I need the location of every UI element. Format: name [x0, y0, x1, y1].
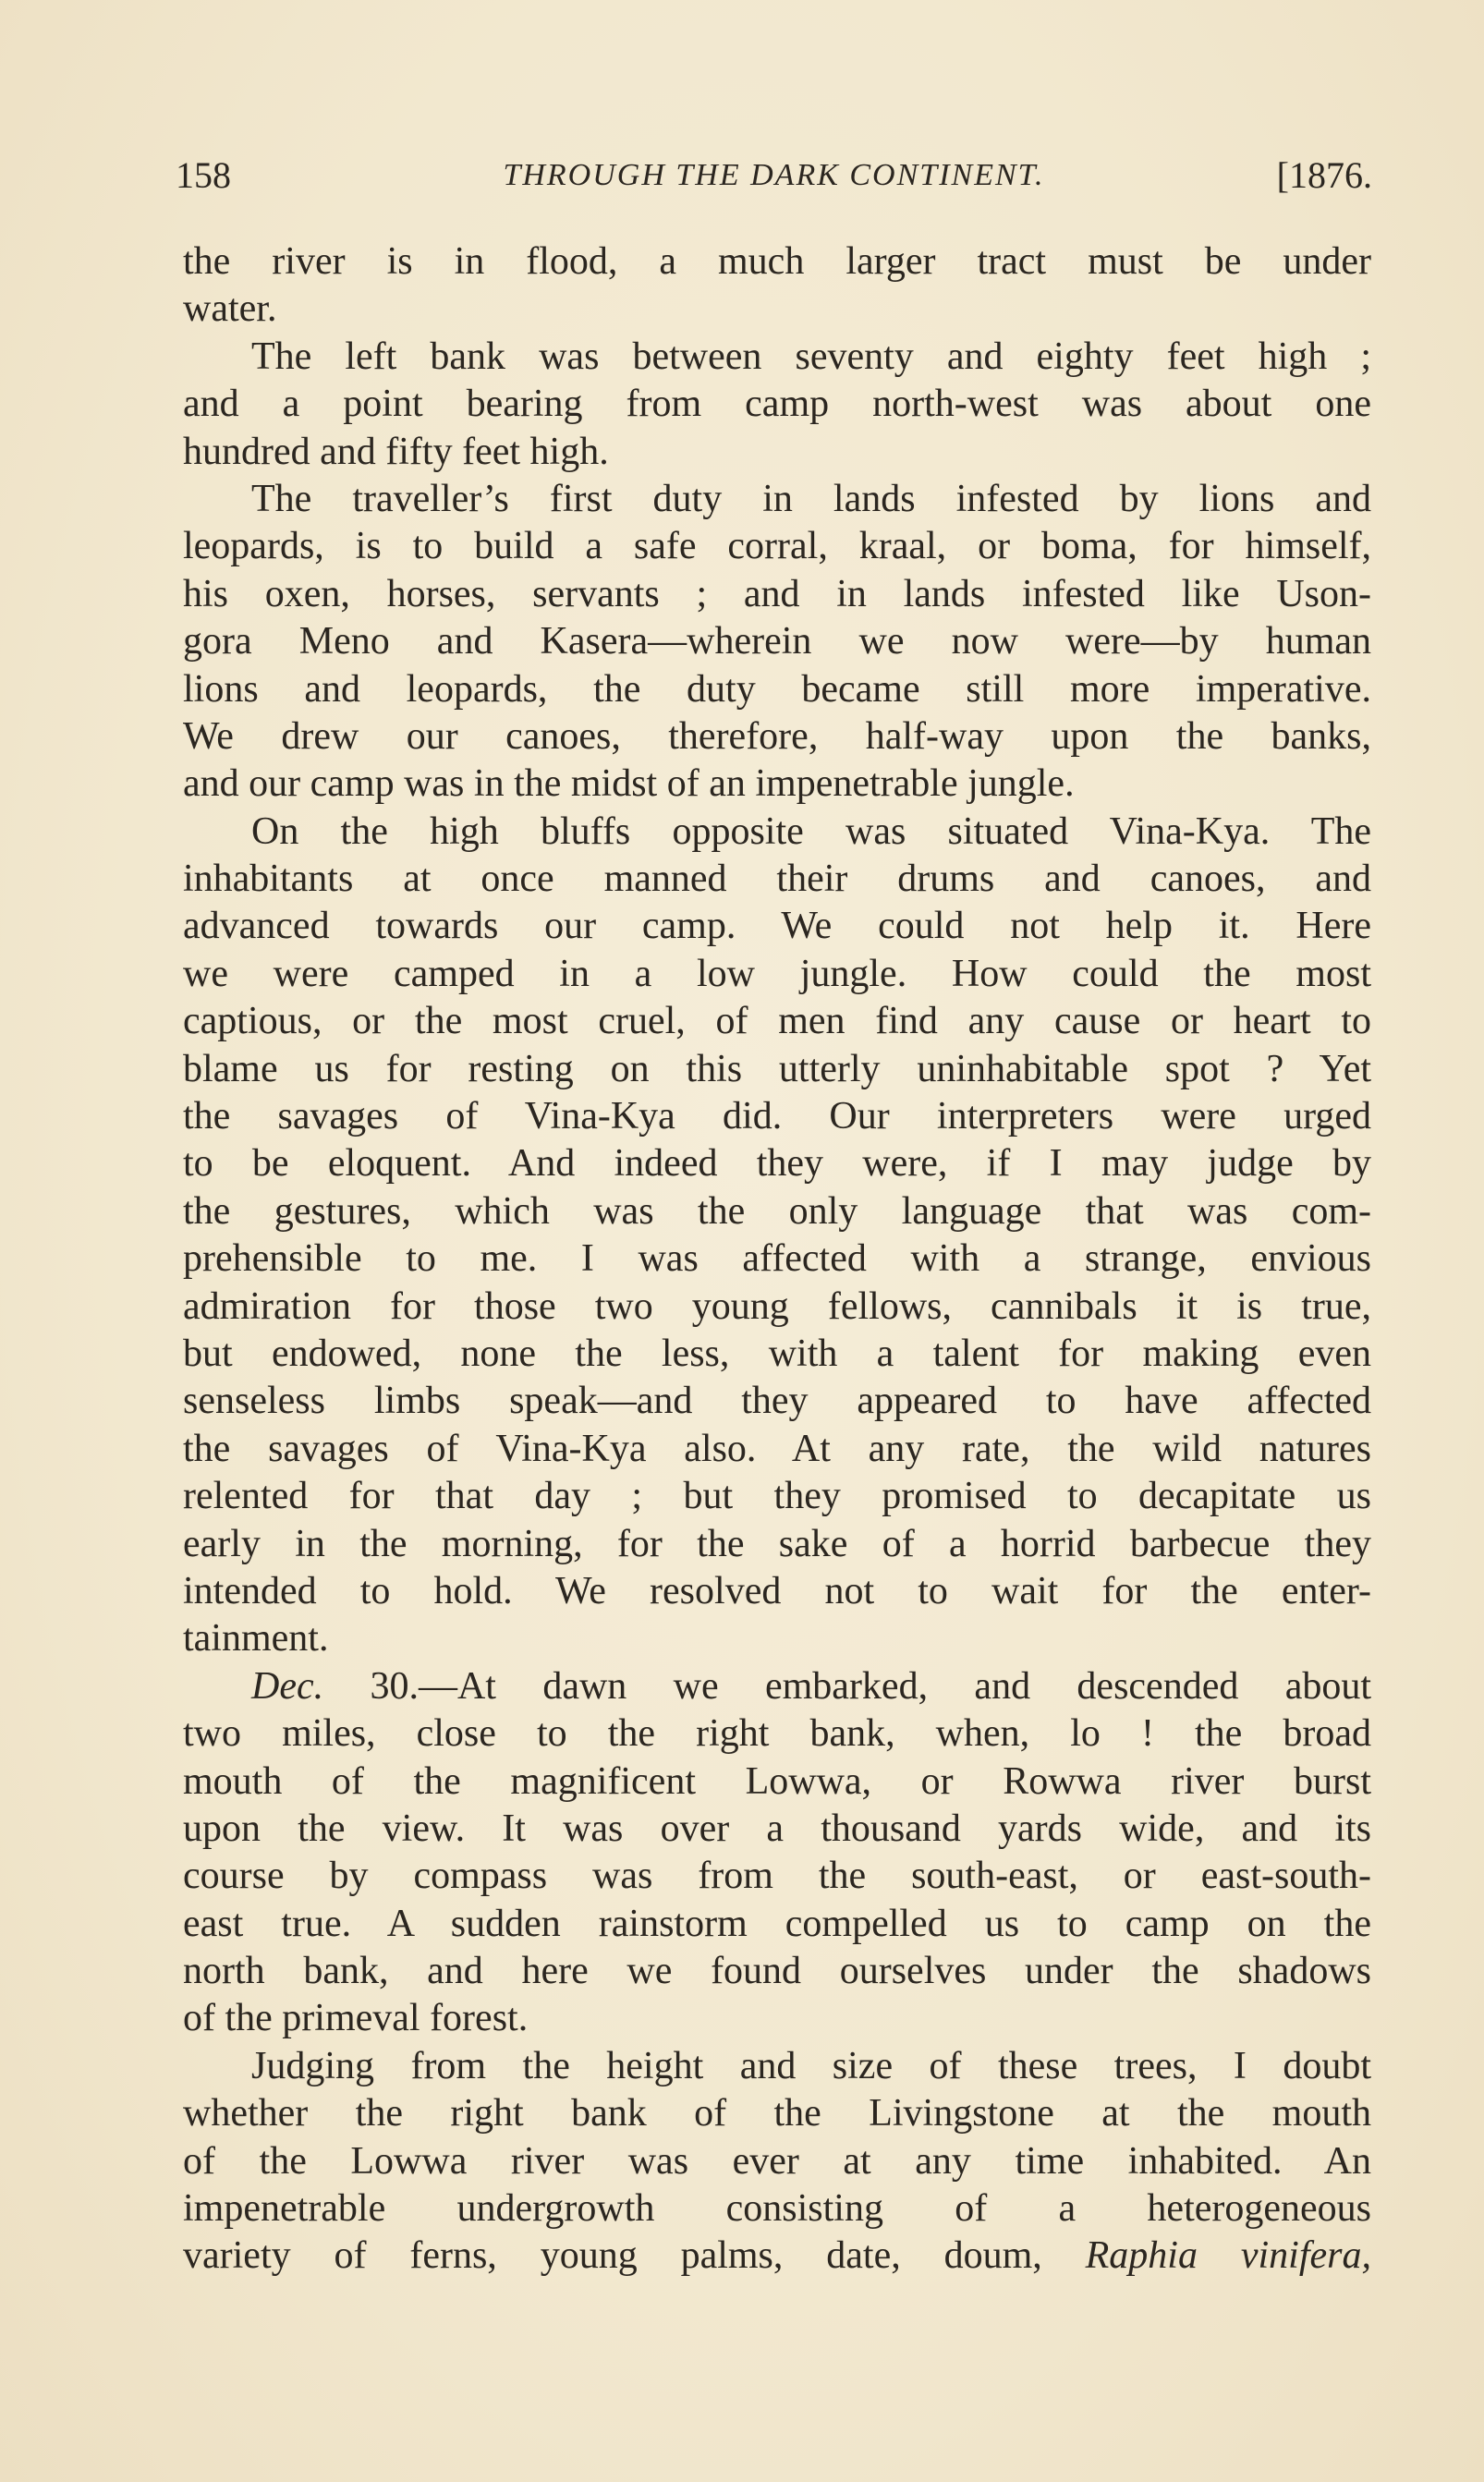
text-line: and our camp was in the midst of an impenetrable jungle. — [183, 762, 1075, 806]
page-number: 158 — [176, 154, 231, 196]
text-line: mouth of the magnificent Lowwa, or Rowwa river burst — [183, 1759, 1371, 1803]
text-line: leopards, is to build a safe corral, kraal, or boma, for himself, — [183, 525, 1371, 568]
running-title: THROUGH THE DARK CONTINENT. — [503, 158, 1045, 192]
text-line — [183, 2233, 1371, 2280]
text-line: we were camped in a low jungle. How could the most — [183, 952, 1371, 995]
text-line: blame us for resting on this utterly uninhabitable spot ? Yet — [183, 1047, 1371, 1090]
text-line: east true. A sudden rainstorm compelled us to camp on the — [183, 1902, 1371, 1945]
text-line: water. — [183, 287, 277, 331]
text-line: to be eloquent. And indeed they were, if I may judge by — [183, 1142, 1371, 1186]
text-line: upon the view. It was over a thousand yards wide, and its — [183, 1807, 1371, 1850]
text-line: of the primeval forest. — [183, 1997, 529, 2040]
year-mark: [1876. — [1276, 154, 1372, 196]
paragraph-start-line: The left bank was between seventy and eighty feet high ; — [251, 335, 1371, 378]
text-line: of the Lowwa river was ever at any time inhabited. An — [183, 2139, 1371, 2183]
text-line: advanced towards our camp. We could not help it. Here — [183, 905, 1371, 948]
text-line: captious, or the most cruel, of men find any cause or heart to — [183, 1000, 1371, 1043]
text-line: north bank, and here we found ourselves under the shadows — [183, 1950, 1371, 1993]
running-head — [176, 148, 1372, 203]
text-line: impenetrable undergrowth consisting of a heterogeneous — [183, 2187, 1371, 2231]
paragraph-start-line: Judging from the height and size of these trees, I doubt — [251, 2044, 1371, 2087]
dated-entry-line — [183, 1663, 1371, 1710]
text-line: gora Meno and Kasera—wherein we now were—by human — [183, 620, 1371, 663]
dated-entry-text: 30.—At dawn we embarked, and descended about — [323, 1664, 1371, 1708]
text-line: tainment. — [183, 1617, 329, 1661]
text-line: whether the right bank of the Livingstone at the mouth — [183, 2092, 1371, 2135]
text-line: two miles, close to the right bank, when, lo ! the broad — [183, 1712, 1371, 1756]
text-line: early in the morning, for the sake of a horrid barbecue they — [183, 1522, 1371, 1565]
text-line: hundred and fifty feet high. — [183, 430, 609, 473]
text-line: intended to hold. We resolved not to wait for the enter- — [183, 1569, 1371, 1612]
text-line: admiration for those two young fellows, cannibals it is true, — [183, 1284, 1371, 1328]
text-line: inhabitants at once manned their drums and canoes, and — [183, 858, 1371, 901]
text-line: the gestures, which was the only language that was com- — [183, 1189, 1371, 1233]
text-line: relented for that day ; but they promised to decapitate us — [183, 1475, 1371, 1518]
date-abbreviation: Dec. — [251, 1664, 324, 1708]
text-line: course by compass was from the south-east, or east-south- — [183, 1855, 1371, 1898]
paragraph-start-line: On the high bluffs opposite was situated Vina-Kya. The — [251, 809, 1371, 853]
text-line: senseless limbs speak—and they appeared to have affected — [183, 1380, 1371, 1423]
text-fragment: variety of ferns, young palms, date, doum, — [183, 2234, 1086, 2278]
text-line: the savages of Vina-Kya did. Our interpreters were urged — [183, 1095, 1371, 1138]
text-line: the savages of Vina-Kya also. At any rate, the wild natures — [183, 1427, 1371, 1470]
text-line: his oxen, horses, servants ; and in lands infested like Uson- — [183, 572, 1371, 615]
text-line: but endowed, none the less, with a talent for making even — [183, 1332, 1371, 1375]
paragraph-start-line: The traveller’s first duty in lands infested by lions and — [251, 477, 1371, 520]
body-text — [183, 238, 1371, 2281]
text-line: and a point bearing from camp north-west was about one — [183, 383, 1371, 426]
text-line: prehensible to me. I was affected with a strange, envious — [183, 1237, 1371, 1281]
text-line: lions and leopards, the duty became still more imperative. — [183, 667, 1371, 711]
species-name: Raphia vinifera, — [1085, 2234, 1371, 2278]
text-line: We drew our canoes, therefore, half-way upon the banks, — [183, 714, 1371, 758]
text-line: the river is in flood, a much larger tract must be under — [183, 240, 1371, 283]
